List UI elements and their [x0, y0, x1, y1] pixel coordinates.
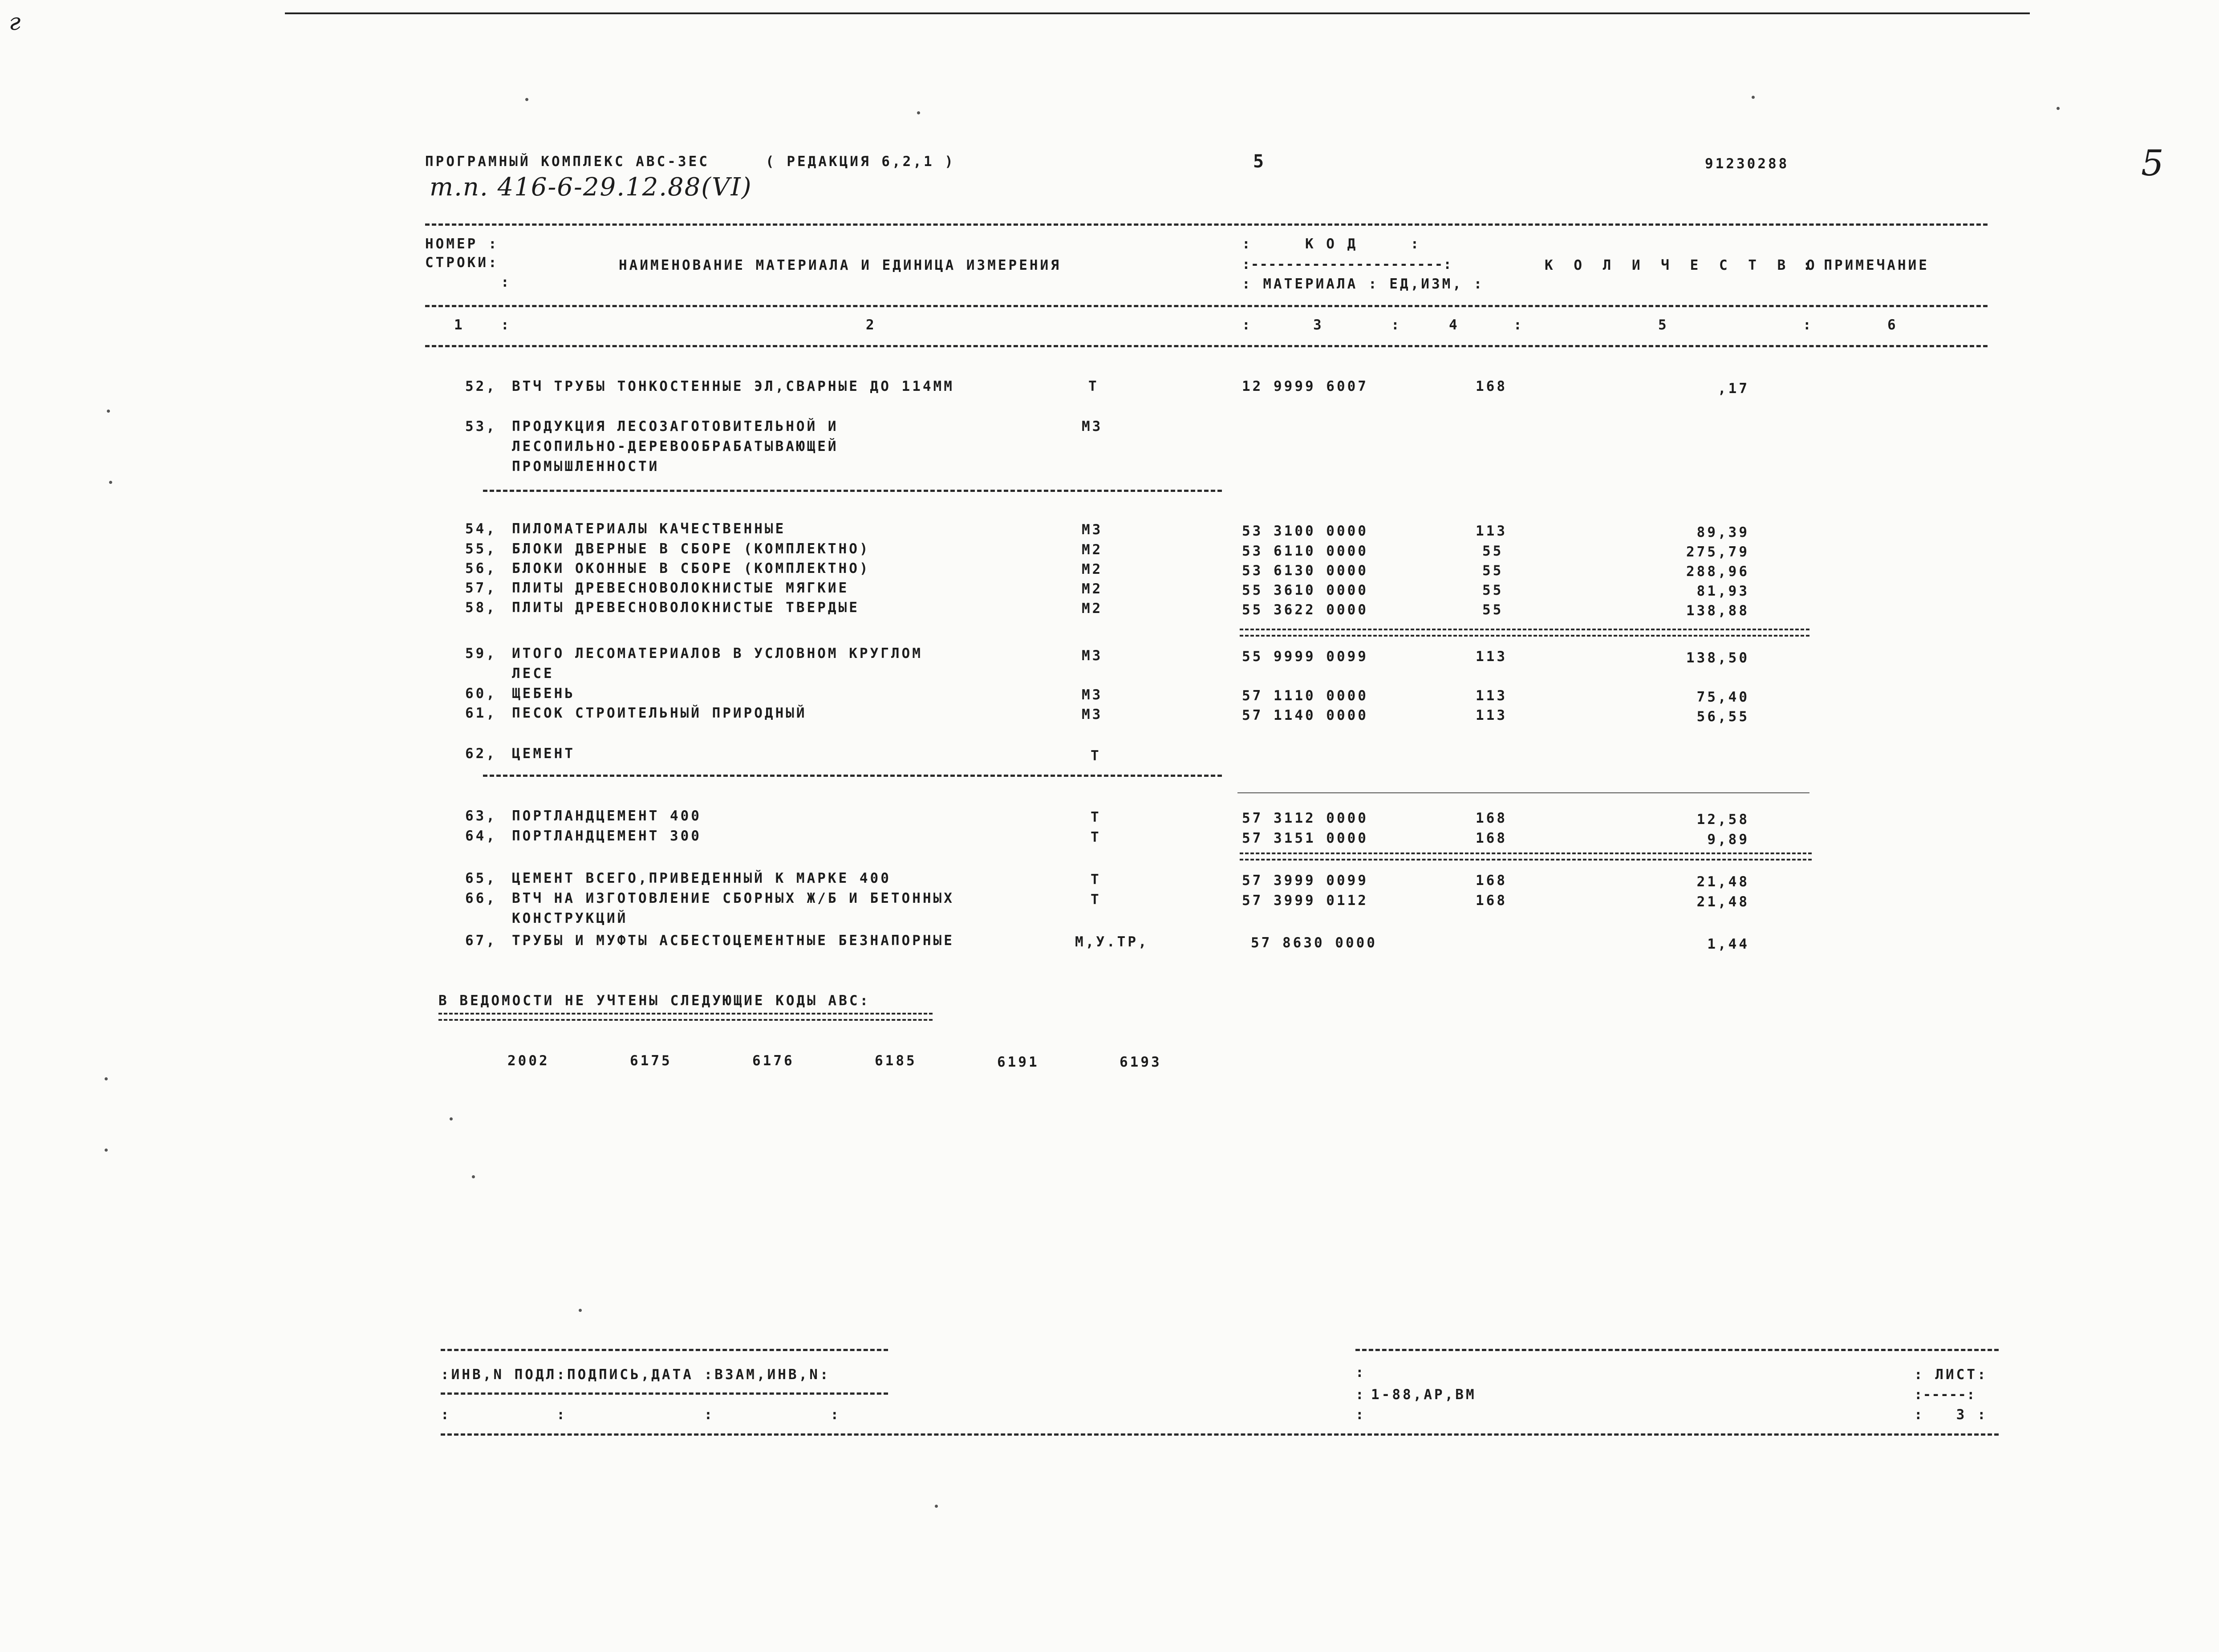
- unaccounted-code: 6193: [1120, 1054, 1162, 1070]
- row-number: 53,: [465, 418, 497, 434]
- unit-code: 55: [1482, 543, 1504, 559]
- material-name: ИТОГО ЛЕСОМАТЕРИАЛОВ В УСЛОВНОМ КРУГЛОМ: [512, 645, 923, 662]
- unit-code: 113: [1476, 523, 1507, 539]
- material-code: 57 3151 0000: [1242, 830, 1368, 846]
- material-name: ПЛИТЫ ДРЕВЕСНОВОЛОКНИСТЫЕ МЯГКИЕ: [512, 580, 849, 596]
- material-name-cont: ПРОМЫШЛЕННОСТИ: [512, 459, 660, 475]
- group-rule: [483, 490, 1222, 492]
- unaccounted-code: 6191: [997, 1054, 1039, 1070]
- quantity: 1,44: [1707, 936, 1749, 952]
- material-code: 12 9999 6007: [1242, 378, 1368, 394]
- quantity: 9,89: [1707, 832, 1749, 848]
- material-code: 57 1110 0000: [1242, 688, 1368, 704]
- unit: Т: [1091, 829, 1101, 845]
- col-num-2: 2: [866, 317, 876, 333]
- edition-label: ( РЕДАКЦИЯ 6,2,1 ): [766, 154, 955, 170]
- sheet-separator: :-----:: [1914, 1387, 1976, 1403]
- unaccounted-codes-title: В ВЕДОМОСТИ НЕ УЧТЕНЫ СЛЕДУЮЩИЕ КОДЫ АВС:: [438, 993, 871, 1009]
- scan-speck: [107, 410, 110, 413]
- unit: Т: [1091, 748, 1101, 764]
- stamp-colon: :: [1355, 1407, 1366, 1423]
- material-name-cont: ЛЕСОПИЛЬНО-ДЕРЕВООБРАБАТЫВАЮЩЕЙ: [512, 438, 839, 455]
- scan-border-line: [285, 12, 2030, 14]
- material-name: ЦЕМЕНТ: [512, 746, 575, 762]
- unit: Т: [1088, 378, 1099, 394]
- col-sep-3: :: [1391, 317, 1402, 333]
- row-number: 60,: [465, 686, 497, 702]
- stamp-rule: [441, 1349, 888, 1351]
- scan-speck: [1752, 96, 1755, 99]
- row-number: 55,: [465, 541, 497, 557]
- unit: М3: [1082, 648, 1103, 664]
- material-name-header: НАИМЕНОВАНИЕ МАТЕРИАЛА И ЕДИНИЦА ИЗМЕРЕНИЯ: [619, 257, 1061, 273]
- page-number: 5: [1253, 151, 1266, 172]
- material-name: ВТЧ НА ИЗГОТОВЛЕНИЕ СБОРНЫХ Ж/Б И БЕТОННЫХ: [512, 890, 954, 906]
- unit: Т: [1091, 809, 1101, 825]
- material-name: ПЛИТЫ ДРЕВЕСНОВОЛОКНИСТЫЕ ТВЕРДЫЕ: [512, 600, 860, 616]
- code-header-separator: :----------------------:: [1242, 256, 1452, 272]
- unit: М3: [1082, 687, 1103, 703]
- note-header: : ПРИМЕЧАНИЕ: [1803, 257, 1929, 273]
- quantity: 138,50: [1686, 650, 1749, 666]
- col-num-6: 6: [1887, 317, 1898, 333]
- header-bottom-rule: [425, 345, 1988, 347]
- row-number-header-2: СТРОКИ:: [425, 255, 499, 271]
- material-code: 55 3622 0000: [1242, 602, 1368, 618]
- total-double-rule: [1240, 852, 1812, 861]
- material-code: 57 3112 0000: [1242, 810, 1368, 826]
- doc-code: 91230288: [1705, 156, 1789, 172]
- row-number: 65,: [465, 870, 497, 886]
- sheet-number: : 3 :: [1914, 1407, 1988, 1423]
- col-sep-1: :: [501, 317, 511, 333]
- stamp-rule: [1355, 1349, 1999, 1351]
- row-number: 66,: [465, 890, 497, 906]
- row-number-header-3: :: [501, 274, 511, 290]
- unit: М,У.ТР,: [1075, 934, 1149, 950]
- stamp-left-header: :ИНВ,N ПОДЛ:ПОДПИСЬ,ДАТА :ВЗАМ,ИНВ,N:: [441, 1367, 831, 1383]
- material-code: 55 3610 0000: [1242, 582, 1368, 598]
- quantity: 21,48: [1696, 874, 1749, 890]
- program-title: ПРОГРАМНЫЙ КОМПЛЕКС АВС-ЗЕС: [425, 154, 710, 170]
- row-number-header-1: НОМЕР :: [425, 236, 499, 252]
- scan-speck: [105, 1149, 108, 1152]
- scan-speck: [109, 481, 112, 484]
- unaccounted-code: 2002: [507, 1053, 550, 1069]
- scan-speck: [935, 1505, 938, 1508]
- code-subheader: : МАТЕРИАЛА : ЕД,ИЗМ, :: [1242, 276, 1485, 292]
- scan-speck: [472, 1175, 475, 1178]
- unit: М2: [1082, 601, 1103, 617]
- material-code: 53 6110 0000: [1242, 543, 1368, 559]
- unit: М3: [1082, 706, 1103, 722]
- scan-speck: [450, 1117, 453, 1120]
- header-top-rule: [425, 223, 1988, 226]
- unaccounted-code: 6175: [630, 1053, 672, 1069]
- quantity: 56,55: [1696, 709, 1749, 725]
- material-name: ПОРТЛАНДЦЕМЕНТ 300: [512, 828, 702, 844]
- unit-code: 55: [1482, 563, 1504, 579]
- scan-speck: [105, 1077, 108, 1080]
- unit: Т: [1091, 872, 1101, 888]
- material-name: ТРУБЫ И МУФТЫ АСБЕСТОЦЕМЕНТНЫЕ БЕЗНАПОРНЫЕ: [512, 933, 954, 949]
- material-code: 53 6130 0000: [1242, 563, 1368, 579]
- row-number: 64,: [465, 828, 497, 844]
- material-name: БЛОКИ ОКОННЫЕ В СБОРЕ (КОМПЛЕКТНО): [512, 560, 870, 576]
- scan-speck: [2057, 107, 2060, 110]
- sheet-label: : ЛИСТ:: [1914, 1367, 1988, 1383]
- material-code: 55 9999 0099: [1242, 649, 1368, 665]
- col-sep-4: :: [1513, 317, 1524, 333]
- material-name: ЦЕМЕНТ ВСЕГО,ПРИВЕДЕННЫЙ К МАРКЕ 400: [512, 870, 891, 886]
- row-number: 54,: [465, 521, 497, 537]
- row-number: 62,: [465, 746, 497, 762]
- stamp-colon: :: [1355, 1364, 1366, 1380]
- material-name: ПИЛОМАТЕРИАЛЫ КАЧЕСТВЕННЫЕ: [512, 521, 786, 537]
- unaccounted-code: 6176: [752, 1053, 795, 1069]
- unit-code: 55: [1482, 582, 1504, 598]
- row-number: 67,: [465, 933, 497, 949]
- unit-code: 168: [1476, 830, 1507, 846]
- material-code: 53 3100 0000: [1242, 523, 1368, 539]
- unaccounted-code: 6185: [875, 1053, 917, 1069]
- material-code: 57 3999 0112: [1242, 893, 1368, 909]
- col-sep-5: :: [1803, 317, 1813, 333]
- scan-speck: [525, 98, 528, 101]
- row-number: 61,: [465, 705, 497, 721]
- stamp-bottom-rule: [441, 1433, 1999, 1436]
- unit: М2: [1082, 581, 1103, 597]
- col-num-1: 1: [454, 317, 465, 333]
- unit: М3: [1082, 522, 1103, 538]
- unit-code: 113: [1476, 707, 1507, 723]
- row-number: 56,: [465, 560, 497, 576]
- col-sep-2: :: [1242, 317, 1253, 333]
- quantity: 288,96: [1686, 564, 1749, 580]
- quantity: 138,88: [1686, 603, 1749, 619]
- scan-speck: [579, 1309, 582, 1312]
- quantity: 89,39: [1696, 524, 1749, 540]
- group-rule: [483, 775, 1222, 777]
- material-name: ВТЧ ТРУБЫ ТОНКОСТЕННЫЕ ЭЛ,СВАРНЫЕ ДО 114ММ: [512, 378, 954, 394]
- unit-code: 168: [1476, 873, 1507, 889]
- unit-code: 55: [1482, 602, 1504, 618]
- quantity-header: К О Л И Ч Е С Т В О: [1545, 257, 1821, 273]
- quantity: 12,58: [1696, 812, 1749, 828]
- unit-code: 168: [1476, 893, 1507, 909]
- col-num-5: 5: [1658, 317, 1669, 333]
- row-number: 59,: [465, 645, 497, 662]
- unit: Т: [1091, 892, 1101, 908]
- document-label: 1-88,АР,ВМ: [1371, 1387, 1477, 1403]
- material-name-cont: ЛЕСЕ: [512, 666, 554, 682]
- handwritten-page-number: 5: [2141, 142, 2165, 184]
- quantity: ,17: [1718, 381, 1749, 397]
- row-number: 63,: [465, 808, 497, 824]
- unit: М2: [1082, 561, 1103, 577]
- unit-code: 168: [1476, 378, 1507, 394]
- quantity: 21,48: [1696, 894, 1749, 910]
- unit-code: 168: [1476, 810, 1507, 826]
- col-num-4: 4: [1449, 317, 1460, 333]
- material-code: 57 1140 0000: [1242, 707, 1368, 723]
- quantity: 275,79: [1686, 544, 1749, 560]
- material-name: БЛОКИ ДВЕРНЫЕ В СБОРЕ (КОМПЛЕКТНО): [512, 541, 870, 557]
- unaccounted-double-rule: [438, 1013, 933, 1021]
- row-number: 57,: [465, 580, 497, 596]
- material-name: ЩЕБЕНЬ: [512, 686, 575, 702]
- handwritten-reference: т.п. 416-6-29.12.88(VI): [430, 173, 752, 202]
- corner-mark: г: [9, 9, 22, 36]
- unit: М3: [1082, 418, 1103, 434]
- material-name: ПОРТЛАНДЦЕМЕНТ 400: [512, 808, 702, 824]
- scan-speck: [917, 111, 920, 114]
- row-number: 58,: [465, 600, 497, 616]
- unit-code: 113: [1476, 649, 1507, 665]
- stamp-left-cells: : : : :: [441, 1407, 841, 1423]
- row-number: 52,: [465, 378, 497, 394]
- quantity: 75,40: [1696, 689, 1749, 705]
- quantity: 81,93: [1696, 583, 1749, 599]
- total-double-rule: [1240, 629, 1809, 637]
- material-name: ПРОДУКЦИЯ ЛЕСОЗАГОТОВИТЕЛЬНОЙ И: [512, 418, 839, 434]
- unit: М2: [1082, 542, 1103, 558]
- header-mid-rule: [425, 305, 1988, 307]
- col-num-3: 3: [1313, 317, 1324, 333]
- thin-rule: [1237, 792, 1809, 793]
- material-name-cont: КОНСТРУКЦИЙ: [512, 910, 628, 926]
- code-header: : К О Д :: [1242, 236, 1421, 252]
- material-code: 57 3999 0099: [1242, 873, 1368, 889]
- stamp-colon: :: [1355, 1387, 1366, 1403]
- material-name: ПЕСОК СТРОИТЕЛЬНЫЙ ПРИРОДНЫЙ: [512, 705, 807, 721]
- stamp-rule: [441, 1392, 888, 1395]
- material-code: 57 8630 0000: [1251, 935, 1377, 951]
- unit-code: 113: [1476, 688, 1507, 704]
